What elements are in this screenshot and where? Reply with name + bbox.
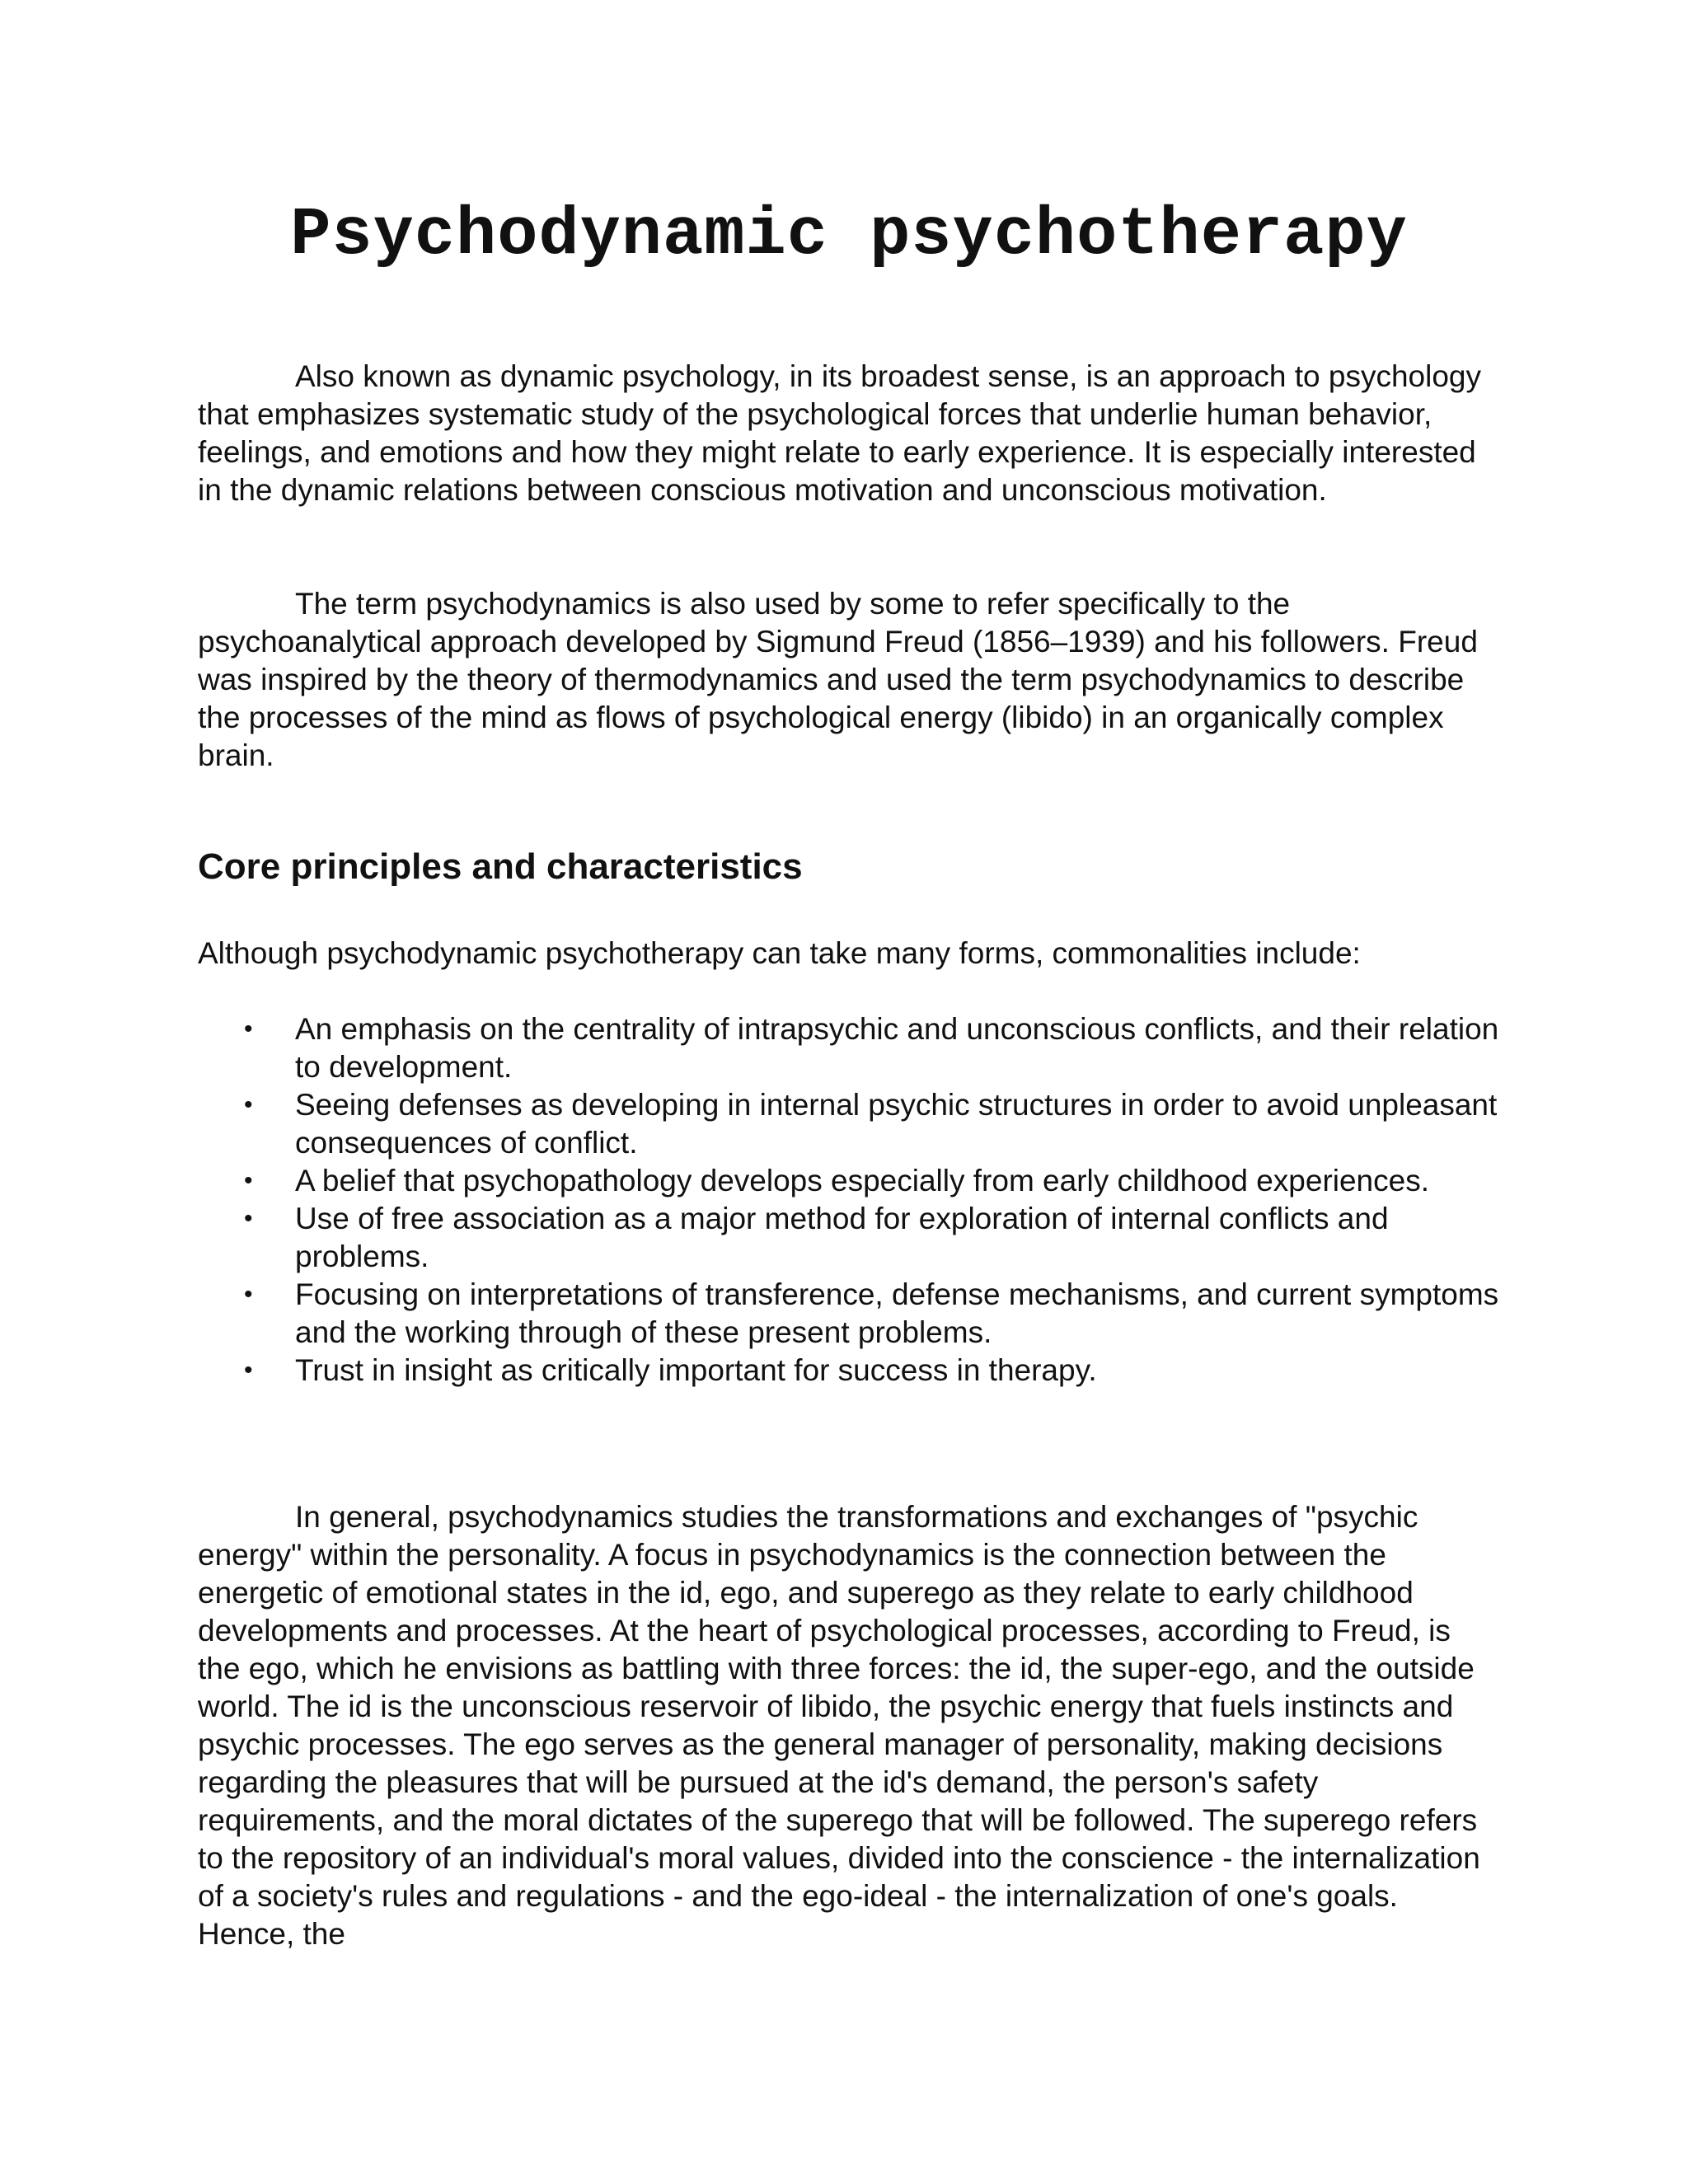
list-item: • Use of free association as a major method for exploration of internal conflicts and problems.: [244, 1202, 1389, 1273]
list-item: • Focusing on interpretations of transference, defense mechanisms, and current symptoms and the working through of these present problems.: [244, 1277, 1499, 1349]
section-heading: Core principles and characteristics: [198, 846, 803, 887]
bullet-icon: •: [244, 1281, 253, 1308]
bullet-icon: •: [244, 1357, 253, 1384]
bullet-icon: •: [244, 1205, 253, 1232]
bullet-icon: •: [244, 1167, 253, 1194]
intro-paragraph-1: Also known as dynamic psychology, in its broadest sense, is an approach to psychology that emphasizes systematic study of the psychological forces that underlie human behavior, feelings, and emotions and how they might relate to early experience. It is especially interested in the dynamic relations between conscious motivation and unconscious motivation.: [198, 359, 1481, 507]
list-intro: Although psychodynamic psychotherapy can take many forms, commonalities include:: [198, 936, 1361, 970]
bullet-icon: •: [244, 1015, 253, 1043]
list-item: • A belief that psychopathology develops especially from early childhood experiences.: [198, 1162, 1500, 1200]
list-item: • Trust in insight as critically important for success in therapy.: [198, 1352, 1500, 1390]
list-item: • Seeing defenses as developing in internal psychic structures in order to avoid unpleasant consequences of conflict.: [244, 1088, 1498, 1160]
closing-paragraph: In general, psychodynamics studies the transformations and exchanges of "psychic energy" within the personality. A focus in psychodynamics is the connection between the energetic of emotional states in the id, ego, and superego as they relate to early childhood developments and processes. At the heart of psychological processes, according to Freud, is the ego, which he envisions as battling with three forces: the id, the super-ego, and the outside world. The id is the unconscious reservoir of libido, the psychic energy that fuels instincts and psychic processes. The ego serves as the general manager of personality, making decisions regarding the pleasures that will be pursued at the id's demand, the person's safety requirements, and the moral dictates of the superego that will be followed. The superego refers to the repository of an individual's moral values, divided into the conscience - the internalization of a society's rules and regulations - and the ego-ideal - the internalization of one's goals. Hence, the: [198, 1500, 1480, 1951]
list-item: • An emphasis on the centrality of intrapsychic and unconscious conflicts, and their relation to development.: [244, 1012, 1499, 1084]
bullet-icon: •: [244, 1091, 253, 1118]
intro-paragraph-2: The term psychodynamics is also used by some to refer specifically to the psychoanalytical approach developed by Sigmund Freud (1856–1939) and his followers. Freud was inspired by the theory of thermodynamics and used the term psychodynamics to describe the processes of the mind as flows of psychological energy (libido) in an organically complex brain.: [198, 587, 1478, 772]
principles-list: [198, 1010, 1500, 1390]
document-title: Psychodynamic psychotherapy: [290, 197, 1408, 274]
